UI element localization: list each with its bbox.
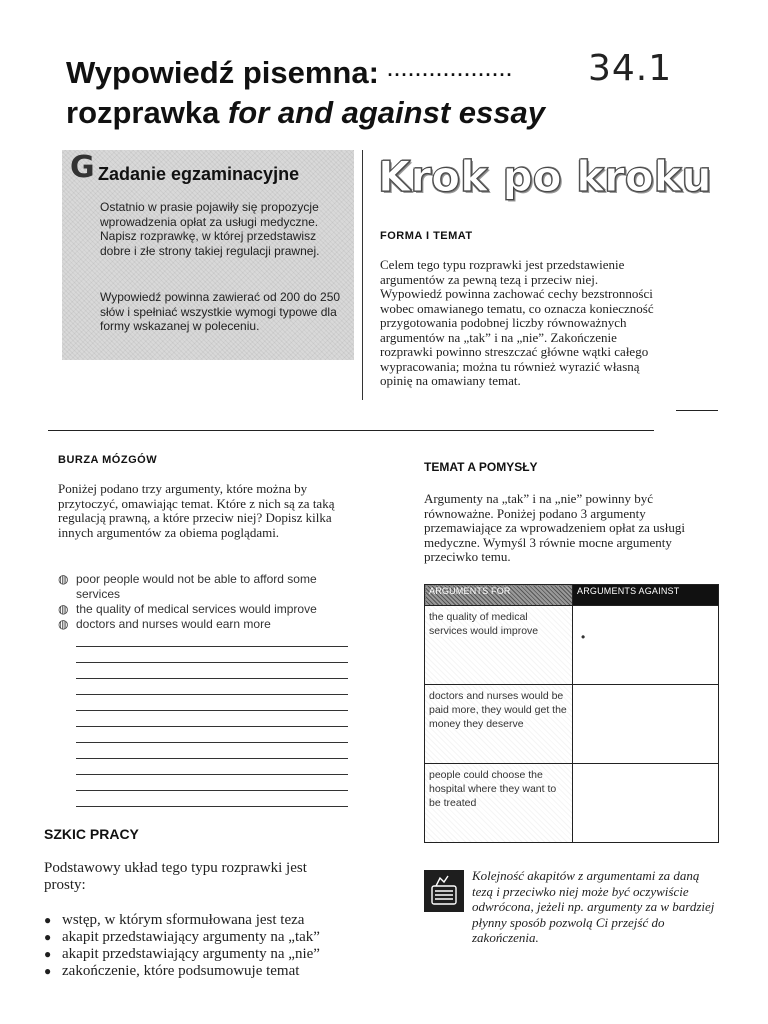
bullet-icon: ● (44, 913, 52, 927)
burza-text: Poniżej podano trzy argumenty, które można by przytoczyć, omawiając temat. Które z nich są za taką regulacją prawną, a które przeciw niej? Dopisz kilka innych argumentów za obiema poglądami. (58, 481, 335, 540)
bullet-icon: ◍ (58, 572, 69, 586)
page-title-line2 (66, 94, 545, 132)
bullet-icon: ● (44, 947, 52, 961)
title-text-1: Wypowiedź pisemna: (66, 55, 379, 90)
szkic-text: Podstawowy układ tego typu rozprawki jest prosty: (44, 860, 307, 893)
argument-against-mark: • (581, 630, 586, 644)
title-text-2-italic: for and against essay (227, 95, 545, 130)
szkic-heading: SZKIC PRACY (44, 826, 139, 842)
hand-pointer-icon (424, 870, 464, 912)
task-paragraph-1: Ostatnio w prasie pojawiły się propozycje wprowadzenia opłat za usługi medyczne. Napisz rozprawkę, w której przedstawisz dobre i złe strony takiej regulacji prawnej. (100, 200, 320, 258)
argument-for-cell: the quality of medical services would improve (425, 606, 573, 685)
arguments-table (424, 584, 719, 843)
task-paragraph-2: Wypowiedź powinna zawierać od 200 do 250 słów i spełniać wszystkie wymogi typowe dla formy wskazanej w poleceniu. (100, 290, 341, 333)
write-line[interactable] (76, 758, 348, 759)
task-heading: Zadanie egzaminacyjne (98, 164, 300, 184)
note-icon (424, 870, 464, 912)
bullet-icon: ◍ (58, 602, 69, 616)
forma-heading: FORMA I TEMAT (380, 230, 473, 242)
argument-against-cell[interactable] (573, 685, 719, 764)
write-line[interactable] (76, 662, 348, 663)
write-line[interactable] (76, 646, 348, 647)
table-row (425, 764, 719, 843)
note-text: Kolejność akapitów z argumentami za daną tezą i przeciwko niej może być oczywiście odwrócona, jeżeli np. argumenty za w bardziej płynny sposób pozwolą Ci przejść do zakończenia. (472, 868, 715, 945)
bullet-icon: ◍ (58, 617, 69, 631)
argument-for-cell: doctors and nurses would be paid more, they would get the money they deserve (425, 685, 573, 764)
list-item: ◍ doctors and nurses would earn more (58, 617, 271, 631)
argument-for-cell: people could choose the hospital where they want to be treated (425, 764, 573, 843)
write-line[interactable] (76, 742, 348, 743)
exam-task-box (62, 150, 354, 360)
write-line[interactable] (76, 790, 348, 791)
bullet-icon: ● (44, 964, 52, 978)
krok-po-kroku-title: Krok po kroku (378, 152, 712, 201)
burza-heading: BURZA MÓZGÓW (58, 454, 158, 466)
list-item: ● akapit przedstawiający argumenty na „nie” (44, 946, 320, 962)
short-rule (676, 410, 718, 411)
temat-text: Argumenty na „tak” i na „nie” powinny być równoważne. Poniżej podano 3 argumenty przemawiające za wprowadzeniem opłat za usługi medyczne. Wymyśl 3 równie mocne argumenty przeciwko temu. (424, 491, 685, 564)
temat-heading: TEMAT A POMYSŁY (424, 460, 538, 474)
write-line[interactable] (76, 710, 348, 711)
write-line[interactable] (76, 726, 348, 727)
argument-against-cell[interactable] (573, 606, 719, 685)
table-row (425, 606, 719, 685)
bullet-icon: ● (44, 930, 52, 944)
list-item: ◍ poor people would not be able to afford some services (58, 572, 317, 601)
title-text-2: rozprawka (66, 95, 228, 130)
page-title-line1 (66, 54, 513, 94)
task-g-icon: G (70, 150, 95, 185)
write-line[interactable] (76, 806, 348, 807)
write-line[interactable] (76, 678, 348, 679)
list-item: ● akapit przedstawiający argumenty na „tak” (44, 929, 320, 945)
header-arguments-against: ARGUMENTS AGAINST (573, 585, 719, 606)
unit-number: 34.1 (588, 48, 673, 89)
burza-list (56, 572, 346, 632)
table-row (425, 685, 719, 764)
szkic-list (42, 912, 372, 980)
list-item: ◍ the quality of medical services would improve (58, 602, 317, 616)
title-dots: ·················· (387, 64, 514, 85)
section-separator (48, 430, 654, 431)
forma-text: Celem tego typu rozprawki jest przedstawienie argumentów za pewną tezą i przeciw niej. Wypowiedź powinna zachować cechy bezstronności wobec omawianego tematu, co oznacza konieczność przygotowania podobnej liczby równoważnych argumentów na „tak” i na „nie”. Zakończenie rozprawki powinno streszczać główne wątki całego wypracowania; można tu również wyrazić własną opinię na omawiany temat. (380, 257, 654, 388)
header-arguments-for: ARGUMENTS FOR (425, 585, 573, 606)
write-line[interactable] (76, 774, 348, 775)
list-item: ● zakończenie, które podsumowuje temat (44, 963, 300, 979)
write-line[interactable] (76, 694, 348, 695)
column-divider (362, 150, 363, 400)
list-item: ● wstęp, w którym sformułowana jest teza (44, 912, 305, 928)
argument-against-cell[interactable] (573, 764, 719, 843)
